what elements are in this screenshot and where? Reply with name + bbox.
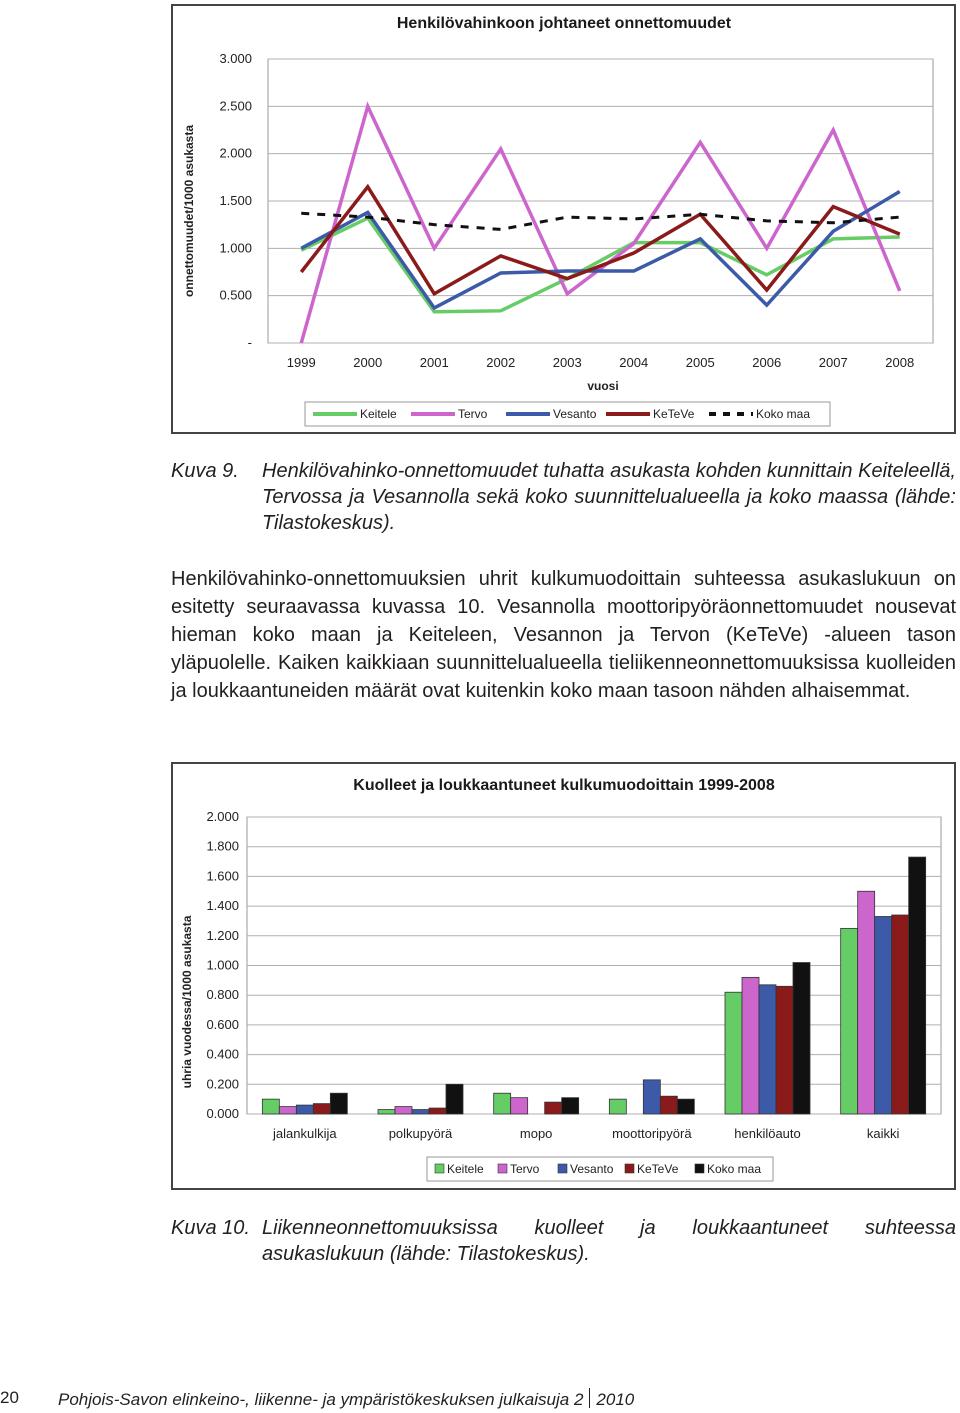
publication-title xyxy=(58,1388,634,1410)
x-tick-label: 1999 xyxy=(286,355,316,370)
bar-chart-svg xyxy=(173,764,954,1188)
x-axis-label: vuosi xyxy=(587,379,619,393)
legend-label: Vesanto xyxy=(553,407,597,421)
x-tick-label: kaikki xyxy=(866,1126,900,1141)
y-tick-label: 1.500 xyxy=(219,193,252,208)
bar xyxy=(562,1098,579,1114)
y-tick-label: 1.800 xyxy=(206,838,239,854)
legend-label: Koko maa xyxy=(707,1162,762,1176)
x-tick-label: 2008 xyxy=(885,355,915,370)
x-tick-label: 2003 xyxy=(552,355,582,370)
legend-label: Keitele xyxy=(447,1162,484,1176)
bar xyxy=(313,1104,330,1114)
accidents-line-chart xyxy=(171,4,956,434)
bar xyxy=(909,857,926,1114)
caption-label: Kuva 10. xyxy=(171,1217,250,1239)
bar xyxy=(677,1099,694,1114)
legend-swatch xyxy=(695,1164,704,1173)
y-tick-label: 1.000 xyxy=(219,240,252,256)
legend-label: Vesanto xyxy=(570,1162,614,1176)
bar xyxy=(511,1098,528,1114)
legend-label: Tervo xyxy=(510,1162,540,1176)
bar xyxy=(494,1093,511,1114)
bar xyxy=(378,1110,395,1114)
x-tick-label: 2005 xyxy=(685,355,715,370)
casualties-bar-chart xyxy=(171,762,956,1190)
x-tick-label: moottoripyörä xyxy=(612,1126,692,1141)
y-tick-label: 3.000 xyxy=(219,51,252,66)
y-axis-label: onnettomuudet/1000 asukasta xyxy=(182,124,196,298)
caption-label: Kuva 9. xyxy=(171,460,239,482)
bar xyxy=(609,1099,626,1114)
separator xyxy=(589,1388,590,1408)
legend-label: KeTeVe xyxy=(653,407,695,421)
x-tick-label: 2001 xyxy=(419,355,449,370)
y-tick-label: 1.000 xyxy=(206,957,239,973)
publication-issue: 2 xyxy=(573,1390,584,1409)
x-tick-label: mopo xyxy=(519,1126,553,1141)
y-tick-label: 1.600 xyxy=(206,868,239,884)
bar xyxy=(742,977,759,1114)
x-tick-label: henkilöauto xyxy=(734,1126,801,1141)
bar xyxy=(262,1099,279,1114)
bar xyxy=(643,1080,660,1114)
bar xyxy=(793,963,810,1114)
y-tick-label: 2.000 xyxy=(219,145,252,161)
legend-label: Tervo xyxy=(458,407,488,421)
bar xyxy=(446,1084,463,1114)
bar xyxy=(296,1105,313,1114)
bar xyxy=(660,1096,677,1114)
x-tick-label: 2004 xyxy=(619,355,649,370)
caption-text: Liikenneonnettomuuksissa kuolleet ja loukkaantuneet suhteessa asukaslukuun (lähde: Tilastokeskus). xyxy=(262,1217,956,1265)
legend-swatch xyxy=(435,1164,444,1173)
x-tick-label: 2000 xyxy=(353,355,383,370)
bar xyxy=(875,916,892,1114)
bar xyxy=(330,1093,347,1114)
legend-label: Keitele xyxy=(360,407,397,421)
publication-year: 2010 xyxy=(596,1390,635,1409)
bar xyxy=(395,1107,412,1114)
y-axis-label: uhria vuodessa/1000 asukasta xyxy=(180,915,194,1089)
y-tick-label: 0.000 xyxy=(206,1106,239,1121)
figure-caption-9 xyxy=(171,458,956,536)
legend-swatch xyxy=(625,1164,634,1173)
bar xyxy=(759,985,776,1114)
body-paragraph: Henkilövahinko-onnettomuuksien uhrit kulkumuodoittain suhteessa asukaslukuun on esitetty seuraavassa kuvassa 10. Vesannolla moottoripyöräonnettomuudet nousevat hieman koko maan ja Keiteleen, Vesannon ja Tervon (KeTeVe) -alueen tason yläpuolelle. Kaiken kaikkiaan suunnittelualueella tieliikenneonnettomuuksissa kuolleiden ja loukkaantuneiden määrät ovat kuitenkin koko maan tasoon nähden alhaisemmat. xyxy=(171,568,956,702)
line-chart-svg xyxy=(173,6,954,432)
legend-label: Koko maa xyxy=(756,407,811,421)
y-tick-label: 2.500 xyxy=(219,98,252,114)
x-tick-label: 2007 xyxy=(818,355,848,370)
figure-caption-10 xyxy=(171,1215,956,1267)
y-tick-label: - xyxy=(247,335,252,350)
caption-text: Henkilövahinko-onnettomuudet tuhatta asukasta kohden kunnittain Keiteleellä, Tervossa ja Vesannolla sekä koko suunnittelualueella ja koko maassa (lähde: Tilastokeskus). xyxy=(262,460,956,534)
y-tick-label: 0.200 xyxy=(206,1076,239,1092)
legend-label: KeTeVe xyxy=(637,1162,679,1176)
bar xyxy=(429,1108,446,1114)
x-tick-label: 2006 xyxy=(752,355,782,370)
x-tick-label: 2002 xyxy=(486,355,516,370)
page-number: 20 xyxy=(0,1388,19,1407)
chart-title: Henkilövahinkoon johtaneet onnettomuudet xyxy=(396,15,732,32)
legend-swatch xyxy=(498,1164,507,1173)
bar xyxy=(892,915,909,1114)
y-tick-label: 1.400 xyxy=(206,898,239,914)
y-tick-label: 2.000 xyxy=(206,809,239,824)
y-tick-label: 1.200 xyxy=(206,927,239,943)
legend-swatch xyxy=(558,1164,567,1173)
y-tick-label: 0.400 xyxy=(206,1046,239,1062)
y-tick-label: 0.600 xyxy=(206,1016,239,1032)
publication-name: Pohjois-Savon elinkeino-, liikenne- ja ympäristökeskuksen julkaisuja xyxy=(58,1390,570,1409)
bar xyxy=(841,928,858,1114)
y-tick-label: 0.500 xyxy=(219,287,252,303)
x-tick-label: jalankulkija xyxy=(273,1126,337,1141)
bar xyxy=(858,891,875,1114)
bar xyxy=(725,992,742,1114)
bar xyxy=(545,1102,562,1114)
chart-title: Kuolleet ja loukkaantuneet kulkumuodoittain 1999-2008 xyxy=(353,777,775,794)
bar xyxy=(412,1110,429,1114)
bar xyxy=(776,986,793,1114)
bar xyxy=(279,1107,296,1114)
y-tick-label: 0.800 xyxy=(206,987,239,1003)
x-tick-label: polkupyörä xyxy=(388,1126,453,1141)
